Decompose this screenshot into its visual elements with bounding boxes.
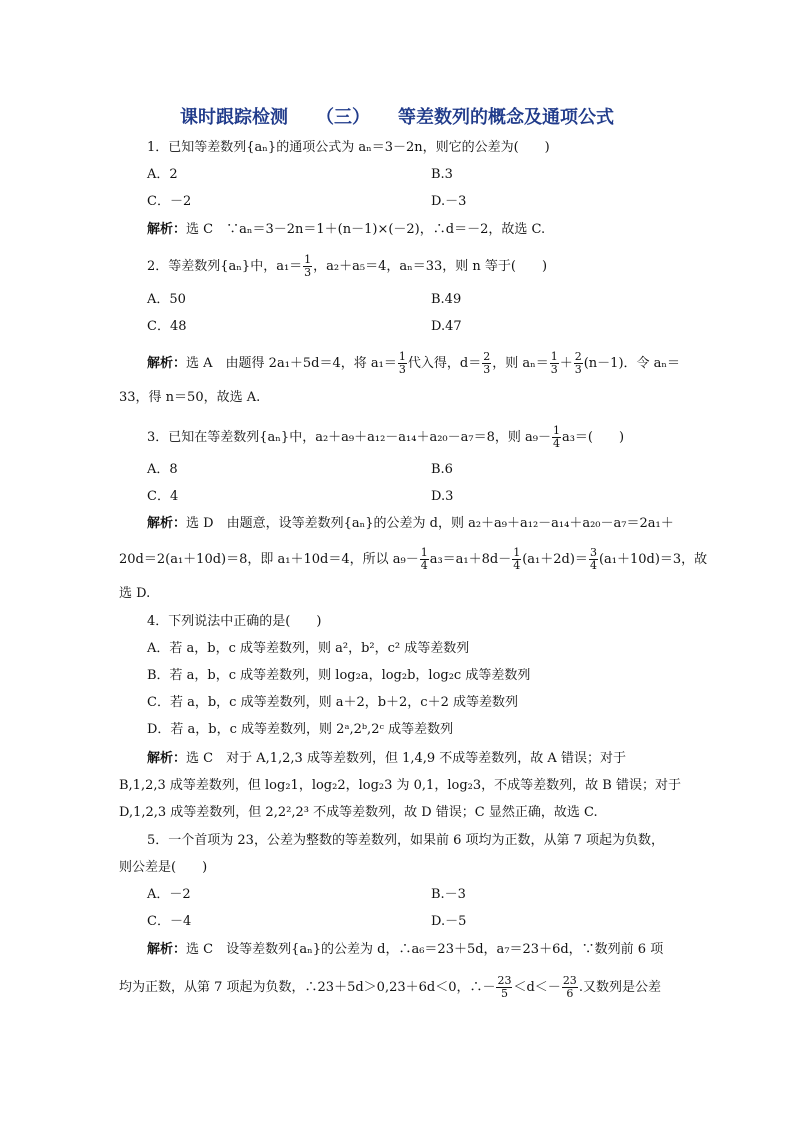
- q5-stem-line1: 5．一个首项为 23，公差为整数的等差数列，如果前 6 项均为正数，从第 7 项起为负数，: [147, 833, 665, 848]
- title-series: 课时跟踪检测: [180, 107, 288, 128]
- q1-solution: [147, 221, 545, 239]
- q2-stem: [147, 254, 547, 279]
- fraction-denominator: 4: [589, 559, 597, 572]
- q5-solution-line2: [119, 975, 661, 1000]
- q4-solution: [147, 750, 626, 768]
- fraction-denominator: 4: [420, 559, 428, 572]
- q4-option-d: D．若 a，b，c 成等差数列，则 2ᵃ,2ᵇ,2ᶜ 成等差数列: [147, 722, 454, 737]
- fraction: [303, 254, 312, 279]
- q4-option-b: B．若 a，b，c 成等差数列，则 log₂a，log₂b，log₂c 成等差数列: [147, 668, 531, 683]
- q4-solution-line3: D,1,2,3 成等差数列，但 2,2²,2³ 不成等差数列，故 D 错误；C 显然正确，故选 C.: [119, 805, 598, 820]
- fraction-numerator: 2: [574, 350, 582, 363]
- q3-solution-part: 20d＝2(a₁＋10d)＝8，即 a₁＋10d＝4，所以 a₉－: [119, 552, 419, 567]
- q2-solution-part: 选 A 由题得 2a₁＋5d＝4，将 a₁＝: [186, 356, 397, 371]
- title-number: （三）: [316, 107, 370, 128]
- fraction-numerator: 3: [589, 546, 597, 559]
- fraction-denominator: 4: [513, 559, 521, 572]
- q3-solution-text: 选 D 由题意，设等差数列{aₙ}的公差为 d，则 a₂＋a₉＋a₁₂－a₁₄＋a₂₀－a₇＝2a₁＋: [186, 516, 674, 531]
- fraction: [496, 975, 512, 1000]
- fraction-denominator: 4: [552, 437, 560, 450]
- q3-solution-part: a₃＝a₁＋8d－: [429, 552, 512, 567]
- fraction: [512, 547, 521, 572]
- fraction-denominator: 5: [500, 987, 508, 1000]
- q5-solution-part: 均为正数，从第 7 项起为负数，∴23＋5d＞0,23＋6d＜0，∴－: [119, 980, 496, 995]
- fraction-denominator: 3: [483, 363, 491, 376]
- fraction: [574, 351, 583, 376]
- q3-solution-part: (a₁＋2d)＝: [522, 552, 588, 567]
- q3-solution-line3: 选 D.: [119, 586, 151, 601]
- fraction: [562, 975, 578, 1000]
- fraction-denominator: 3: [574, 363, 582, 376]
- q2-option-c: C．48: [147, 319, 187, 334]
- page-title: [0, 103, 794, 129]
- q2-solution-line2: 33，得 n＝50，故选 A.: [119, 390, 261, 405]
- q2-option-d: D.47: [431, 319, 462, 334]
- q4-solution-line2: B,1,2,3 成等差数列，但 log₂1，log₂2，log₂3 为 0,1，log₂3，不成等差数列，故 B 错误；对于: [119, 778, 681, 793]
- q5-option-a: A．－2: [147, 887, 191, 902]
- q5-option-d: D.－5: [431, 914, 467, 929]
- q2-option-b: B.49: [431, 292, 462, 307]
- q3-solution-part: (a₁＋10d)＝3，故: [598, 552, 708, 567]
- solution-label: 解析：: [147, 751, 187, 766]
- solution-label: 解析：: [147, 942, 187, 957]
- q3-option-b: B.6: [431, 462, 453, 477]
- fraction-denominator: 6: [566, 987, 574, 1000]
- fraction-denominator: 3: [304, 266, 312, 279]
- q5-solution-part: ＜d＜－: [513, 980, 561, 995]
- fraction: [482, 351, 491, 376]
- q1-option-d: D.－3: [431, 194, 467, 209]
- fraction-denominator: 3: [398, 363, 406, 376]
- title-topic: 等差数列的概念及通项公式: [398, 107, 614, 128]
- q4-option-c: C．若 a，b，c 成等差数列，则 a＋2，b＋2，c＋2 成等差数列: [147, 695, 518, 710]
- q3-solution: [147, 515, 674, 533]
- solution-label: 解析：: [147, 516, 187, 531]
- q1-stem: 1．已知等差数列{aₙ}的通项公式为 aₙ＝3－2n，则它的公差为( ): [147, 140, 550, 155]
- q1-option-a: A．2: [147, 167, 178, 182]
- fraction-numerator: 1: [513, 546, 521, 559]
- q2-solution-part: 代入得，d＝: [407, 356, 482, 371]
- fraction: [552, 425, 561, 450]
- q1-option-b: B.3: [431, 167, 453, 182]
- fraction-numerator: 1: [304, 253, 312, 266]
- q3-solution-line2: [119, 547, 707, 572]
- fraction: [589, 547, 598, 572]
- q5-solution: [147, 941, 663, 959]
- solution-label: 解析：: [147, 222, 187, 237]
- q4-option-a: A．若 a，b，c 成等差数列，则 a²，b²，c² 成等差数列: [147, 641, 470, 656]
- q5-option-b: B.－3: [431, 887, 466, 902]
- q3-option-a: A．8: [147, 462, 178, 477]
- fraction: [398, 351, 407, 376]
- q4-stem: 4．下列说法中正确的是( ): [147, 614, 322, 629]
- fraction: [550, 351, 559, 376]
- q1-solution-text: 选 C ∵aₙ＝3－2n＝1＋(n－1)×(－2)，∴d＝－2，故选 C.: [186, 222, 546, 237]
- q3-stem-part: a₃＝( ): [561, 430, 625, 445]
- q1-option-c: C．－2: [147, 194, 192, 209]
- q3-option-d: D.3: [431, 489, 454, 504]
- q4-solution-text: 选 C 对于 A,1,2,3 成等差数列，但 1,4,9 不成等差数列，故 A 错误；对于: [186, 751, 626, 766]
- fraction-numerator: 1: [420, 546, 428, 559]
- q2-solution: [147, 351, 680, 376]
- q3-stem-part: 3．已知在等差数列{aₙ}中，a₂＋a₉＋a₁₂－a₁₄＋a₂₀－a₇＝8，则 a₉－: [147, 430, 551, 445]
- fraction-numerator: 2: [483, 350, 491, 363]
- fraction-numerator: 23: [562, 974, 577, 987]
- fraction: [420, 547, 429, 572]
- q2-solution-part: (n－1)．令 aₙ＝: [583, 356, 681, 371]
- fraction-numerator: 23: [497, 974, 512, 987]
- q5-option-c: C．－4: [147, 914, 192, 929]
- q2-stem-part: 2．等差数列{aₙ}中，a₁＝: [147, 259, 303, 274]
- q5-solution-text: 选 C 设等差数列{aₙ}的公差为 d，∴a₆＝23＋5d，a₇＝23＋6d，∵数列前 6 项: [186, 942, 664, 957]
- q5-solution-part: .又数列是公差: [578, 980, 661, 995]
- solution-label: 解析：: [147, 356, 187, 371]
- q2-solution-part: ，则 aₙ＝: [492, 356, 549, 371]
- fraction-numerator: 1: [552, 424, 560, 437]
- q3-option-c: C．4: [147, 489, 179, 504]
- fraction-numerator: 1: [398, 350, 406, 363]
- q2-stem-part: ，a₂＋a₅＝4，aₙ＝33，则 n 等于( ): [313, 259, 548, 274]
- q5-stem-line2: 则公差是( ): [119, 860, 208, 875]
- fraction-numerator: 1: [550, 350, 558, 363]
- q2-solution-part: ＋: [559, 356, 573, 371]
- q3-stem: [147, 425, 624, 450]
- q2-option-a: A．50: [147, 292, 186, 307]
- fraction-denominator: 3: [550, 363, 558, 376]
